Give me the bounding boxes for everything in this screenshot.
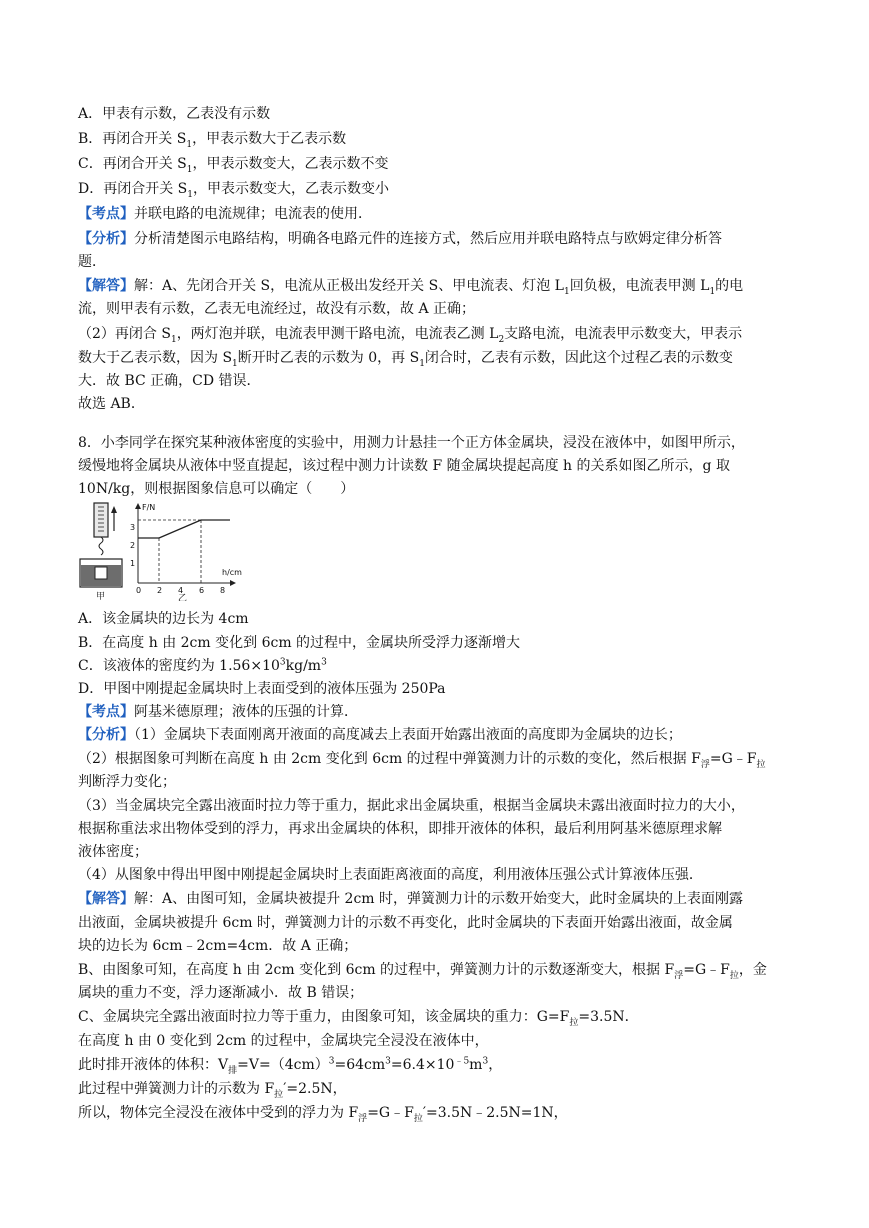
fenxi-tag: 【分析】 [78, 231, 134, 247]
q7-fenxi-line-2: 题． [78, 254, 106, 270]
q8-option-c: C．该液体的密度约为 $1.56\times 10^3kg/m^3$ [78, 657, 327, 674]
q7-option-b: B．再闭合开关 $S_1$，甲表示数大于乙表示数 [78, 131, 347, 150]
q8-fenxi-2-cont: 判断浮力变化； [78, 774, 176, 790]
metal-block [95, 567, 107, 579]
graph-segment-2 [159, 520, 201, 538]
q8-fenxi-3-line-1: （3）当金属块完全露出液面时拉力等于重力，据此求出金属块重，根据当金属块未露出液面时拉力的大小， [78, 798, 745, 814]
q8-jieda-b-line-2: 属块的重力不变，浮力逐渐减小．故 B 错误； [78, 985, 364, 1001]
q8-option-a: A．该金属块的边长为 4cm [78, 611, 249, 627]
q8-fenxi-1: 【分析】（1）金属块下表面刚离开液面的高度减去上表面开始露出液面的高度即为金属块的边长； [78, 727, 682, 743]
q7-jieda-line-3: （2）再闭合 $S_1$，两灯泡并联，电流表甲测干路电流，电流表乙测 $L_2$支路电流，电流表甲示数变大，甲表示 [78, 326, 743, 345]
kaodian-tag: 【考点】 [78, 704, 134, 720]
q8-fenxi-3-line-2: 根据称重法求出物体受到的浮力，再求出金属块的体积，即排开液体的体积，最后利用阿基米德原理求解 [78, 821, 722, 837]
kaodian-tag: 【考点】 [78, 206, 134, 222]
q8-jieda-a-line-2: 出液面，金属块被提升 6cm 时，弹簧测力计的示数不再变化，此时金属块的下表面开始露出液面，故金属 [78, 915, 733, 931]
q8-stem-line-1: 8．小李同学在探究某种液体密度的实验中，用测力计悬挂一个正方体金属块，浸没在液体中，如图甲所示， [78, 435, 745, 451]
label-jia: 甲 [96, 592, 106, 601]
x-tick-6: 6 [199, 586, 205, 595]
q7-option-c: C．再闭合开关 $S_1$，甲表示数变大，乙表示数不变 [78, 156, 389, 175]
q8-option-b: B．在高度 h 由 2cm 变化到 6cm 的过程中，金属块所受浮力逐渐增大 [78, 635, 521, 651]
q7-jieda-line-4: 数大于乙表示数，因为 $S_1$断开时乙表的示数为 0，再 $S_1$闭合时，乙表有示数，因此这个过程乙表的示数变 [78, 350, 733, 369]
q8-stem-line-2: 缓慢地将金属块从液体中竖直提起，该过程中测力计读数 F 随金属块提起高度 h 的关系如图乙所示，g 取 [78, 458, 730, 474]
q8-fenxi-3-line-3: 液体密度； [78, 844, 148, 860]
apparatus-jia [80, 503, 122, 601]
x-tick-0: 0 [136, 586, 142, 595]
q8-jieda-c-line-2: 在高度 h 由 0 变化到 2cm 的过程中，金属块完全浸没在液体中， [78, 1033, 489, 1049]
q7-jieda-line-2: 流，则甲表有示数，乙表无电流经过，故没有示数，故 A 正确； [78, 301, 476, 317]
label-yi: 乙 [178, 594, 188, 601]
q8-jieda-a-line-3: 块的边长为 6cm﹣2cm=4cm．故 A 正确； [78, 938, 358, 954]
x-tick-4: 4 [178, 586, 184, 595]
x-axis-label: h/cm [222, 568, 242, 577]
q7-kaodian: 【考点】并联电路的电流规律；电流表的使用． [78, 206, 372, 222]
q7-option-d: D．再闭合开关 $S_1$，甲表示数变大，乙表示数变小 [78, 181, 389, 200]
q8-stem-line-3: 10N/kg，则根据图象信息可以确定（ ） [78, 481, 355, 497]
spring-scale [94, 503, 108, 537]
q8-jieda-a-line-1: 【解答】解：A、由图可知，金属块被提升 2cm 时，弹簧测力计的示数开始变大，此时金属块的上表面刚露 [78, 891, 744, 907]
fenxi-tag: 【分析】 [78, 727, 134, 743]
q8-figure [78, 501, 260, 601]
y-tick-1: 1 [130, 559, 136, 568]
jieda-tag: 【解答】 [78, 278, 134, 294]
x-tick-8: 8 [220, 586, 226, 595]
q7-jieda-line-1: 【解答】解：A、先闭合开关 S，电流从正极出发经开关 S、甲电流表、灯泡 $L_1$回负极，电流表甲测 $L_1$的电 [78, 278, 744, 297]
q8-fenxi-2: （2）根据图象可判断在高度 h 由 2cm 变化到 6cm 的过程中弹簧测力计的示数的变化，然后根据 $F_浮=G﹣F_拉$ [78, 751, 766, 770]
x-tick-2: 2 [157, 586, 163, 595]
q8-option-d: D．甲图中刚提起金属块时上表面受到的液体压强为 250Pa [78, 681, 446, 697]
q8-jieda-c-line-3: 此时排开液体的体积：$V_排=V=(4cm)^3=64cm^3=6.4\times 10^{﹣5}m^3$， [78, 1056, 503, 1076]
q8-jieda-c-line-4: 此过程中弹簧测力计的示数为 $F_拉'=2.5N$， [78, 1081, 347, 1100]
jieda-tag: 【解答】 [78, 891, 134, 907]
q8-jieda-c-line-1: C、金属块完全露出液面时拉力等于重力，由图象可知，该金属块的重力：$G=F_拉=3.5N$． [78, 1009, 639, 1028]
y-tick-3: 3 [130, 523, 136, 532]
y-tick-2: 2 [130, 541, 136, 550]
graph-yi [130, 503, 242, 601]
q8-kaodian: 【考点】阿基米德原理；液体的压强的计算． [78, 704, 358, 720]
q7-fenxi-line-1: 【分析】分析清楚图示电路结构，明确各电路元件的连接方式，然后应用并联电路特点与欧姆定律分析答 [78, 231, 722, 247]
q7-answer: 故选 AB． [78, 396, 145, 412]
q7-jieda-line-5: 大．故 BC 正确，CD 错误． [78, 373, 261, 389]
q8-jieda-b-line-1: B、由图象可知，在高度 h 由 2cm 变化到 6cm 的过程中，弹簧测力计的示数逐渐变大，根据 $F_浮=G﹣F_拉$，金 [78, 962, 767, 981]
q7-option-a: A．甲表有示数，乙表没有示数 [78, 106, 271, 122]
y-axis-label: F/N [142, 503, 156, 512]
q8-jieda-c-line-5: 所以，物体完全浸没在液体中受到的浮力为 $F_浮=G﹣F_拉'=3.5N﹣2.5N=1N$， [78, 1105, 568, 1124]
q8-fenxi-4: （4）从图象中得出甲图中刚提起金属块时上表面距离液面的高度，利用液体压强公式计算液体压强． [78, 867, 703, 883]
